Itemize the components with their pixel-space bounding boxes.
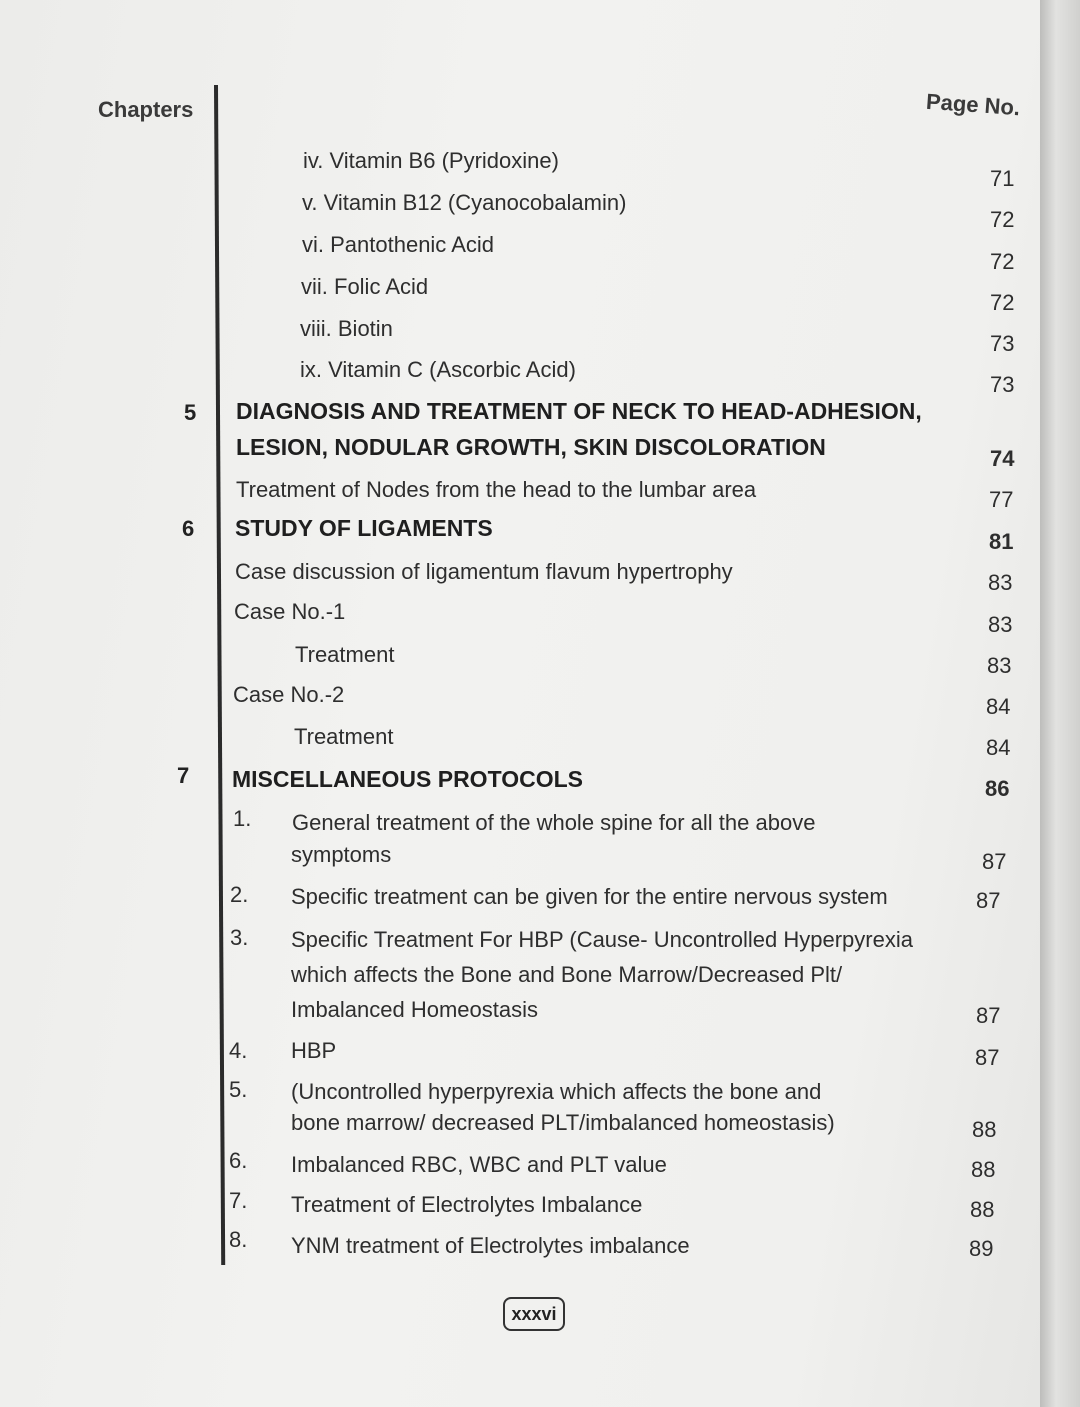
toc-entry-text: Imbalanced RBC, WBC and PLT value xyxy=(291,1152,667,1177)
chapter-number: 7 xyxy=(177,763,190,788)
toc-entry-page: 87 xyxy=(976,1003,1001,1028)
list-index: 6. xyxy=(229,1148,248,1173)
toc-entry-page: 73 xyxy=(990,331,1015,356)
toc-entry-page: 72 xyxy=(990,207,1015,232)
toc-entry-text: iv. Vitamin B6 (Pyridoxine) xyxy=(303,148,559,173)
toc-entry-page: 77 xyxy=(989,487,1014,512)
chapter-number: 5 xyxy=(184,400,197,425)
toc-entry-text: vii. Folic Acid xyxy=(301,274,429,299)
chapter-title: DIAGNOSIS AND TREATMENT OF NECK TO HEAD-ADHESION, xyxy=(236,398,922,424)
page-no-heading: Page No. xyxy=(925,88,1021,121)
toc-entry-text: Treatment of Electrolytes Imbalance xyxy=(291,1192,643,1217)
toc-entry-text: viii. Biotin xyxy=(300,316,393,341)
toc-entry-page: 83 xyxy=(988,612,1013,637)
chapter-number: 6 xyxy=(182,516,195,541)
toc-entry-text-line2: symptoms xyxy=(291,842,392,867)
toc-entry-text: Specific Treatment For HBP (Cause- Uncontrolled Hyperpyrexia xyxy=(291,927,913,952)
toc-entry-text: Specific treatment can be given for the entire nervous system xyxy=(291,884,888,909)
toc-entry-page: 83 xyxy=(987,653,1012,678)
toc-entry-text: Treatment of Nodes from the head to the lumbar area xyxy=(236,477,757,502)
chapters-heading: Chapters xyxy=(98,97,194,122)
toc-entry-text: ix. Vitamin C (Ascorbic Acid) xyxy=(300,357,576,382)
page-edge xyxy=(1040,0,1080,1407)
chapter-title: STUDY OF LIGAMENTS xyxy=(235,515,493,541)
list-index: 7. xyxy=(229,1188,248,1213)
toc-entry-text-line2: which affects the Bone and Bone Marrow/Decreased Plt/ xyxy=(291,962,843,987)
toc-entry-page: 83 xyxy=(988,570,1013,595)
toc-entry-page: 89 xyxy=(969,1236,994,1261)
toc-entry-page: 86 xyxy=(985,776,1010,801)
toc-entry-text-line2: bone marrow/ decreased PLT/imbalanced homeostasis) xyxy=(291,1110,835,1135)
toc-entry-page: 84 xyxy=(986,694,1011,719)
toc-entry-page: 88 xyxy=(971,1157,996,1182)
toc-entry-page: 72 xyxy=(990,290,1015,315)
toc-entry-page: 73 xyxy=(990,372,1015,397)
list-index: 5. xyxy=(229,1077,248,1102)
list-index: 4. xyxy=(229,1038,248,1063)
toc-entry-text: Case No.-1 xyxy=(234,599,346,624)
toc-entry-text: (Uncontrolled hyperpyrexia which affects the bone and xyxy=(291,1079,822,1104)
chapter-title-line2: LESION, NODULAR GROWTH, SKIN DISCOLORATION xyxy=(236,434,826,460)
list-index: 3. xyxy=(230,925,249,950)
toc-entry-text: Treatment xyxy=(294,724,394,749)
list-index: 2. xyxy=(230,882,249,907)
toc-entry-text: vi. Pantothenic Acid xyxy=(302,232,495,257)
toc-entry-text: YNM treatment of Electrolytes imbalance xyxy=(291,1233,690,1258)
toc-entry-page: 81 xyxy=(989,529,1014,554)
toc-entry-page: 84 xyxy=(986,735,1011,760)
toc-entry-text: Treatment xyxy=(295,642,395,667)
toc-entry-page: 87 xyxy=(982,849,1007,874)
toc-entry-text: General treatment of the whole spine for all the above xyxy=(292,810,816,835)
page-folio: xxxvi xyxy=(503,1297,565,1331)
toc-entry-text: v. Vitamin B12 (Cyanocobalamin) xyxy=(302,190,627,215)
toc-entry-page: 74 xyxy=(990,446,1015,471)
chapter-title: MISCELLANEOUS PROTOCOLS xyxy=(232,766,583,792)
toc-entry-text: HBP xyxy=(291,1038,337,1063)
column-divider xyxy=(214,85,225,1265)
toc-entry-page: 88 xyxy=(970,1197,995,1222)
toc-entry-text-line3: Imbalanced Homeostasis xyxy=(291,997,539,1022)
list-index: 1. xyxy=(233,806,252,831)
toc-entry-page: 71 xyxy=(990,166,1015,191)
toc-entry-page: 87 xyxy=(976,888,1001,913)
list-index: 8. xyxy=(229,1227,248,1252)
toc-entry-page: 87 xyxy=(975,1045,1000,1070)
toc-entry-text: Case No.-2 xyxy=(233,682,345,707)
toc-entry-text: Case discussion of ligamentum flavum hypertrophy xyxy=(235,559,733,584)
toc-entry-page: 72 xyxy=(990,249,1015,274)
toc-entry-page: 88 xyxy=(972,1117,997,1142)
